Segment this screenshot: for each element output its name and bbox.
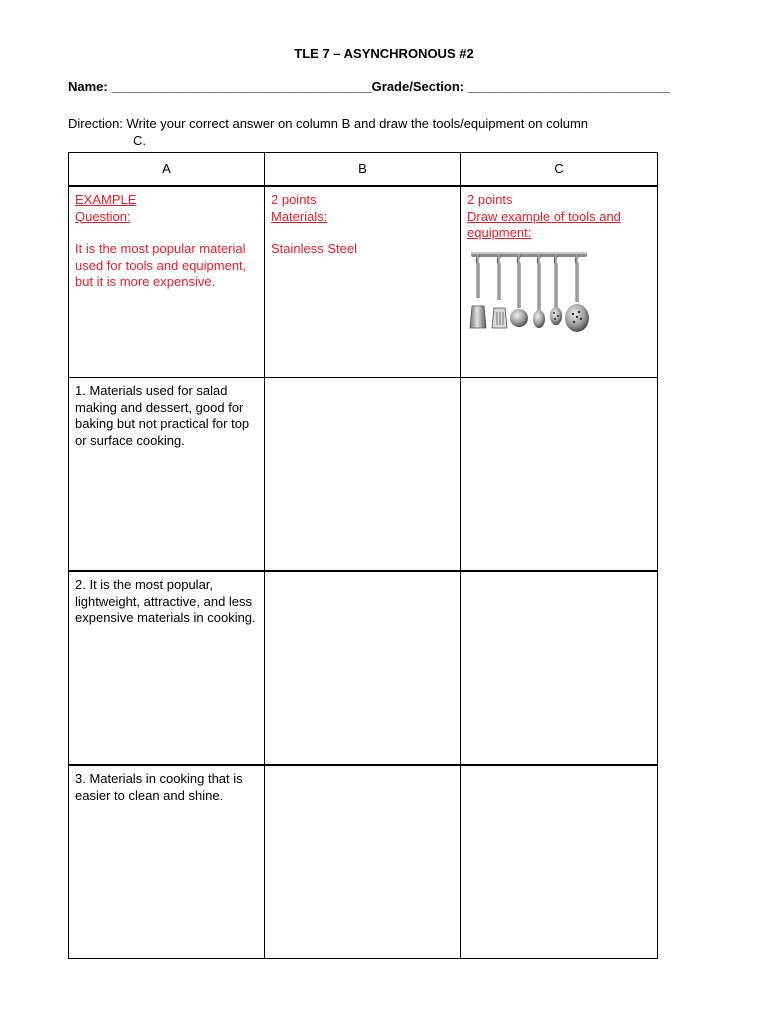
example-drawing-instruction: Draw example of tools and equipment: <box>467 208 621 240</box>
question-3-text: 3. Materials in cooking that is easier to clean and shine. <box>69 765 265 959</box>
example-drawing-points: 2 points <box>467 192 513 207</box>
example-answer-points: 2 points <box>271 192 317 207</box>
drawing-3-cell[interactable] <box>461 765 658 959</box>
direction-line-1: Direction: Write your correct answer on column B and draw the tools/equipment on column <box>68 116 589 131</box>
grade-section-blank: ____________________________ <box>467 79 671 94</box>
question-row-2 <box>69 571 658 765</box>
example-drawing-cell <box>461 186 658 378</box>
example-question-text: It is the most popular material used for tools and equipment, but it is more expensive. <box>75 241 247 289</box>
question-1-text: 1. Materials used for salad making and dessert, good for baking but not practical for top or surface cooking. <box>69 378 265 572</box>
worksheet-table <box>68 152 658 959</box>
question-row-1 <box>69 378 658 572</box>
example-answer: Stainless Steel <box>271 241 357 256</box>
worksheet-title: TLE 7 – ASYNCHRONOUS #2 <box>294 46 474 61</box>
drawing-1-cell[interactable] <box>461 378 658 572</box>
example-question-label: Question: <box>75 208 131 224</box>
question-2-text: 2. It is the most popular, lightweight, attractive, and less expensive materials in cooking. <box>69 571 265 765</box>
question-row-3 <box>69 765 658 959</box>
answer-2-cell[interactable] <box>265 571 461 765</box>
hanging-kitchen-utensils-icon <box>467 246 593 338</box>
name-label: Name: <box>68 79 108 94</box>
drawing-2-cell[interactable] <box>461 571 658 765</box>
answer-1-cell[interactable] <box>265 378 461 572</box>
example-materials-label: Materials: <box>271 208 328 224</box>
header-row <box>69 153 658 187</box>
name-grade-line <box>68 79 670 94</box>
column-b-header: B <box>265 153 461 187</box>
example-question-cell <box>69 186 265 378</box>
example-heading: EXAMPLE <box>75 192 137 207</box>
column-c-header: C <box>461 153 658 187</box>
direction-line-2: C. <box>133 133 146 148</box>
name-blank: ____________________________________ <box>111 79 372 94</box>
direction <box>68 115 668 149</box>
example-row <box>69 186 658 378</box>
column-a-header: A <box>69 153 265 187</box>
example-answer-cell <box>265 186 461 378</box>
answer-3-cell[interactable] <box>265 765 461 959</box>
grade-section-label: Grade/Section: <box>371 79 465 94</box>
